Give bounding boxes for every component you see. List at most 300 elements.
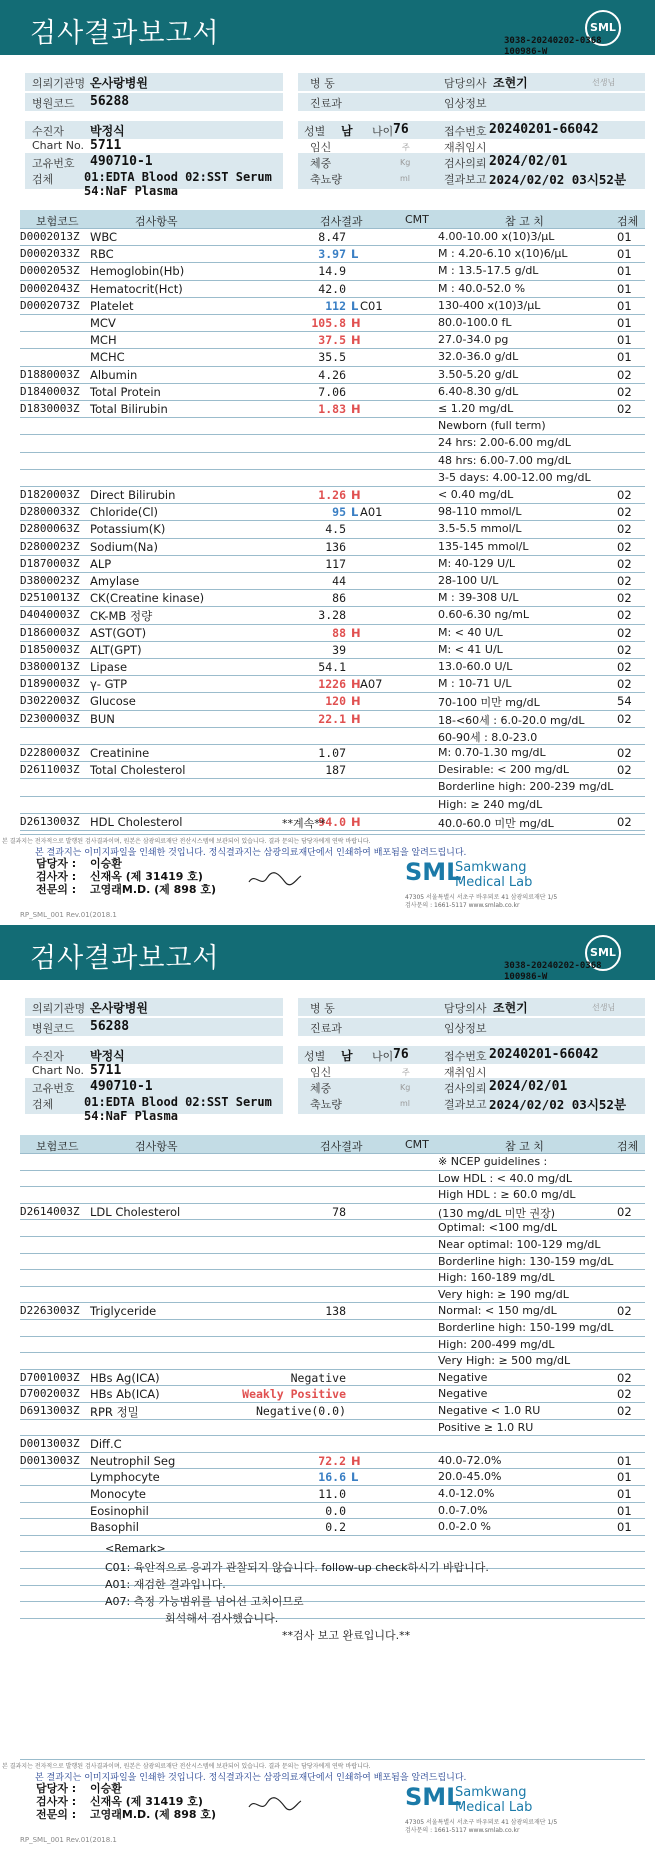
result-value-cell: 3.28 [318, 608, 346, 623]
table-row [20, 1205, 645, 1222]
insurance-code-cell: D0002053Z [20, 264, 80, 278]
result-value-cell: 44 [332, 574, 346, 588]
result-value-cell: 16.6 [318, 1470, 346, 1485]
specimen-cell: 02 [617, 660, 632, 674]
clinical-info-label: 임상정보 [444, 1022, 487, 1035]
test-item-cell: Glucose [90, 694, 136, 709]
result-flag-cell: H [351, 402, 361, 416]
footer-notice: 본 결과지는 이미지파일을 인쇄한 것입니다. 정식결과지는 삼광의료재단에서 인쇄하여 배포됨을 알려드립니다. [35, 1773, 467, 1783]
reference-range-cell: M : 13.5-17.5 g/dL [438, 264, 539, 278]
table-row [20, 1387, 645, 1404]
footer-notice: 본 결과지는 이미지파일을 인쇄한 것입니다. 정식결과지는 삼광의료재단에서 인쇄하여 배포됨을 알려드립니다. [35, 848, 467, 858]
age-label: 나이 [372, 1050, 394, 1063]
result-flag-cell: H [351, 1453, 361, 1468]
report-complete-text: **검사 보고 완료입니다.** [282, 1629, 411, 1642]
insurance-code-cell: D0013003Z [20, 1453, 80, 1467]
reference-range-cell: Normal: < 150 mg/dL [438, 1304, 557, 1318]
specimen-cell: 01 [617, 264, 632, 279]
patient-value: 박정식 [90, 124, 125, 138]
lab-address: 47305 서울특별시 서초구 바우뫼로 41 삼광의료재단 1/5 [405, 1819, 558, 1826]
result-value-cell: 37.5 [318, 333, 346, 348]
specimen-cell: 01 [617, 316, 632, 330]
institution-label: 의뢰기관명 [32, 1002, 86, 1015]
table-row [20, 608, 645, 625]
examiner-value: 신재옥 (제 31419 호) [90, 870, 203, 883]
weight-unit: Kg [400, 158, 411, 167]
examiner-label: 검사자 : [36, 870, 77, 883]
test-item-cell: Chloride(Cl) [90, 505, 159, 520]
specimen-cell: 02 [617, 1370, 632, 1385]
insurance-code-cell: D1840003Z [20, 384, 80, 398]
insurance-code-cell: D7001003Z [20, 1370, 80, 1384]
test-item-cell: RBC [90, 247, 114, 262]
reference-range-cell: M : 4.20-6.10 x(10)6/μL [438, 247, 568, 261]
lab-logo-icon: SML [405, 858, 462, 886]
hospital-code-value: 56288 [90, 94, 130, 109]
table-row [20, 626, 645, 643]
test-item-cell: Albumin [90, 367, 138, 382]
reference-range-cell: M: < 40 U/L [438, 625, 503, 639]
table-row [20, 746, 645, 763]
table-row [20, 1470, 645, 1487]
reference-range-cell: High: ≥ 240 mg/dL [438, 797, 543, 811]
specimen-cell: 02 [617, 556, 632, 571]
result-value-cell: 0.0 [325, 1503, 346, 1518]
table-row [20, 368, 645, 385]
reference-range-cell: Near optimal: 100-129 mg/dL [438, 1238, 601, 1251]
insurance-code-cell: D1820003Z [20, 488, 80, 501]
result-value-cell: Negative [290, 1370, 346, 1385]
test-item-cell: Lymphocyte [90, 1470, 160, 1485]
specimen-cell: 02 [617, 591, 632, 606]
row-divider [20, 228, 645, 229]
reference-range-cell: High: 200-499 mg/dL [438, 1337, 555, 1351]
result-flag-cell: H [351, 814, 361, 829]
specialist-label: 전문의 : [36, 883, 77, 896]
test-item-cell: Triglyceride [90, 1304, 157, 1319]
document-number: 3038-20240202-0368 100986-W [504, 36, 602, 57]
reference-range-cell: 48 hrs: 6.00-7.00 mg/dL [438, 453, 571, 467]
row-divider [20, 1618, 645, 1619]
table-row [20, 1172, 645, 1189]
specimen-cell: 02 [617, 522, 632, 537]
specimen-cell: 02 [617, 574, 632, 588]
table-row [20, 1354, 645, 1371]
table-row [20, 780, 645, 797]
footer-fine-print: 본 결과지는 전자적으로 발행된 검사결과이며, 원본은 삼광의료재단 전산시스템에 보관되어 있습니다. 결과 문의는 담당자에게 연락 바랍니다. [2, 838, 371, 845]
test-item-cell: RPR 정밀 [90, 1405, 139, 1419]
table-row [20, 1155, 645, 1172]
test-item-cell: Monocyte [90, 1487, 146, 1501]
specimen-cell: 01 [617, 1487, 632, 1501]
id-no-label: 고유번호 [32, 157, 75, 170]
specimen-value-1: 01:EDTA Blood 02:SST Serum [84, 170, 272, 184]
sex-value: 남 [341, 1049, 353, 1063]
table-row [20, 299, 645, 316]
specimen-cell: 01 [617, 281, 632, 296]
table-row [20, 402, 645, 419]
test-item-cell: CK(Creatine kinase) [90, 591, 205, 606]
urine-unit: ml [400, 1099, 411, 1108]
test-item-cell: LDL Cholesterol [90, 1204, 181, 1219]
specimen-label: 검체 [32, 1098, 54, 1111]
lab-phone: 검사문의 : 1661-5117 www.smlab.co.kr [405, 1827, 520, 1834]
result-flag-cell: H [351, 316, 361, 330]
remark-a07: A07: 측정 가능범위를 넘어선 고치이므로 [105, 1595, 304, 1608]
reference-range-cell: (130 mg/dL 미만 권장) [438, 1206, 556, 1220]
result-value-cell: 120 [325, 694, 346, 709]
id-no-value: 490710-1 [90, 1079, 153, 1094]
insurance-code-cell: D2280003Z [20, 746, 80, 759]
report-title: 검사결과보고서 [30, 943, 220, 974]
table-row [20, 1404, 645, 1421]
table-row [20, 1321, 645, 1338]
remark-title: <Remark> [105, 1542, 166, 1555]
clinical-info-label: 임상정보 [444, 97, 487, 110]
test-item-cell: Total Cholesterol [90, 763, 186, 778]
result-value-cell: 78 [332, 1204, 346, 1219]
sml-logo-icon: SML [585, 10, 621, 46]
result-value-cell: 94.0 [318, 814, 346, 829]
table-row [20, 488, 645, 505]
specimen-cell: 02 [617, 677, 632, 692]
specimen-cell: 02 [617, 402, 632, 416]
table-row [20, 694, 645, 711]
recheck-label: 재취임시 [444, 1066, 487, 1079]
specialist-label: 전문의 : [36, 1808, 77, 1821]
table-row [20, 643, 645, 660]
dept-label: 진료과 [310, 1022, 342, 1035]
weight-label: 체중 [310, 157, 332, 170]
comment-code-cell: C01 [360, 298, 383, 313]
remark-a01: A01: 재검한 결과입니다. [105, 1578, 226, 1591]
handler-label: 담당자 : [36, 857, 77, 870]
test-item-cell: MCHC [90, 350, 125, 365]
test-item-cell: Eosinophil [90, 1503, 149, 1518]
test-item-cell: WBC [90, 230, 118, 244]
table-row [20, 230, 645, 247]
insurance-code-cell: D3800013Z [20, 660, 80, 673]
insurance-code-cell: D2800023Z [20, 539, 80, 553]
form-code: RP_SML_001 Rev.01(2018.1 [20, 1836, 117, 1844]
table-row [20, 1221, 645, 1238]
specimen-cell: 02 [617, 711, 632, 726]
reference-range-cell: 40.0-60.0 미만 mg/dL [438, 816, 554, 830]
table-row [20, 557, 645, 574]
document-number: 3038-20240202-0368 100986-W [504, 961, 602, 982]
handler-value: 이승환 [90, 857, 122, 870]
doctor-label: 담당의사 [444, 1002, 487, 1015]
insurance-code-cell: D2611003Z [20, 763, 80, 777]
table-row [20, 1421, 645, 1438]
reference-range-cell: Negative < 1.0 RU [438, 1404, 541, 1417]
reference-range-cell: ※ NCEP guidelines : [438, 1155, 548, 1168]
reference-range-cell: 3-5 days: 4.00-12.00 mg/dL [438, 470, 591, 484]
row-divider [20, 1153, 645, 1154]
specimen-label: 검체 [32, 173, 54, 186]
specimen-cell: 01 [617, 333, 632, 348]
specimen-cell: 02 [617, 625, 632, 640]
insurance-code-cell: D7002003Z [20, 1387, 80, 1401]
doctor-suffix: 선생님 [592, 78, 616, 87]
report-page-2 [0, 925, 655, 1850]
reference-range-cell: 6.40-8.30 g/dL [438, 384, 519, 398]
result-value-cell: 42.0 [318, 281, 346, 296]
result-value-cell: 187 [325, 763, 346, 778]
result-value-cell: 117 [325, 556, 346, 571]
insurance-code-cell: D0002013Z [20, 230, 80, 243]
specimen-cell: 02 [617, 367, 632, 382]
chart-label: Chart No. [32, 139, 84, 152]
table-row [20, 540, 645, 557]
reference-range-cell: 130-400 x(10)3/μL [438, 298, 541, 312]
table-row [20, 1338, 645, 1355]
result-value-cell: 105.8 [311, 316, 346, 330]
age-value: 76 [393, 1047, 409, 1062]
doctor-suffix: 선생님 [592, 1003, 616, 1012]
specimen-cell: 01 [617, 350, 632, 365]
result-value-cell: 1.07 [318, 746, 346, 760]
specimen-cell: 01 [617, 1520, 632, 1535]
signature-icon [245, 868, 305, 890]
reference-range-cell: Optimal: <100 mg/dL [438, 1221, 557, 1235]
comment-code-cell: A01 [360, 505, 383, 520]
dept-label: 진료과 [310, 97, 342, 110]
table-row [20, 660, 645, 677]
reference-range-cell: Low HDL : < 40.0 mg/dL [438, 1171, 572, 1185]
result-value-cell: 4.5 [325, 522, 346, 537]
reference-range-cell: 4.00-10.00 x(10)3/μL [438, 230, 555, 243]
reference-range-cell: M: 0.70-1.30 mg/dL [438, 746, 546, 759]
examiner-value: 신재옥 (제 31419 호) [90, 1795, 203, 1808]
specimen-cell: 02 [617, 1404, 632, 1418]
urine-label: 축뇨량 [310, 1098, 342, 1111]
test-item-cell: HDL Cholesterol [90, 814, 183, 829]
hospital-code-label: 병원코드 [32, 97, 75, 110]
table-row [20, 1238, 645, 1255]
table-row [20, 1487, 645, 1504]
reference-range-cell: 98-110 mmol/L [438, 505, 522, 519]
result-flag-cell: L [351, 505, 359, 520]
sex-value: 남 [341, 124, 353, 138]
reference-range-cell: M : 40.0-52.0 % [438, 281, 526, 295]
specialist-value: 고영래M.D. (제 898 호) [90, 883, 217, 896]
table-row [20, 316, 645, 333]
footer-divider [20, 834, 645, 835]
receipt-value: 20240201-66042 [489, 1047, 599, 1062]
report-date-value: 2024/02/02 03시52분 [489, 1097, 627, 1112]
doctor-value: 조현기 [493, 1001, 528, 1015]
test-item-cell: Amylase [90, 574, 140, 588]
chart-label: Chart No. [32, 1064, 84, 1077]
insurance-code-cell: D2263003Z [20, 1304, 80, 1318]
result-value-cell: 11.0 [318, 1487, 346, 1501]
specimen-cell: 02 [617, 642, 632, 657]
insurance-code-cell: D2300003Z [20, 711, 80, 725]
reference-range-cell: 18-<60세 : 6.0-20.0 mg/dL [438, 713, 585, 727]
reference-range-cell: 3.50-5.20 g/dL [438, 367, 519, 381]
comment-code-cell: A07 [360, 677, 383, 692]
pregnancy-label: 임신 [310, 141, 332, 154]
insurance-code-cell: D4040003Z [20, 608, 80, 622]
reference-range-cell: 135-145 mmol/L [438, 539, 529, 553]
urine-label: 축뇨량 [310, 173, 342, 186]
insurance-code-cell: D1870003Z [20, 556, 80, 570]
table-row [20, 591, 645, 608]
result-value-cell: 0.2 [325, 1520, 346, 1535]
table-row [20, 1288, 645, 1305]
reference-range-cell: 24 hrs: 2.00-6.00 mg/dL [438, 436, 571, 450]
result-value-cell: 88 [332, 625, 346, 640]
reference-range-cell: ≤ 1.20 mg/dL [438, 402, 514, 415]
table-row [20, 712, 645, 729]
specimen-cell: 02 [617, 814, 632, 829]
result-value-cell: 4.26 [318, 367, 346, 382]
reference-range-cell: High HDL : ≥ 60.0 mg/dL [438, 1188, 576, 1202]
test-item-cell: γ- GTP [90, 677, 128, 692]
test-item-cell: Hemoglobin(Hb) [90, 264, 185, 279]
lab-phone: 검사문의 : 1661-5117 www.smlab.co.kr [405, 902, 520, 909]
pregnancy-unit: 주 [402, 1068, 410, 1077]
result-value-cell: 1.83 [318, 402, 346, 416]
test-item-cell: MCV [90, 316, 116, 330]
sml-logo-icon: SML [585, 935, 621, 971]
test-item-cell: ALT(GPT) [90, 642, 142, 657]
result-value-cell: 8.47 [318, 230, 346, 244]
results-table-header: 보험코드 검사항목 검사결과 CMT 참 고 치 검체 [20, 1135, 645, 1154]
table-row [20, 454, 645, 471]
result-value-cell: 136 [325, 539, 346, 554]
recheck-label: 재취임시 [444, 141, 487, 154]
insurance-code-cell: D2613003Z [20, 814, 80, 828]
doctor-label: 담당의사 [444, 77, 487, 90]
table-row [20, 677, 645, 694]
test-item-cell: Potassium(K) [90, 522, 166, 537]
table-row [20, 385, 645, 402]
reference-range-cell: 70-100 미만 mg/dL [438, 696, 540, 710]
result-value-cell: 1.26 [318, 488, 346, 502]
remark-a07-cont: 회석해서 검사했습니다. [165, 1612, 279, 1625]
institution-value: 온사랑병원 [90, 76, 148, 90]
table-row [20, 798, 645, 815]
table-row [20, 1304, 645, 1321]
footer-fine-print: 본 결과지는 전자적으로 발행된 검사결과이며, 원본은 삼광의료재단 전산시스템에 보관되어 있습니다. 결과 문의는 담당자에게 연락 바랍니다. [2, 1763, 371, 1770]
table-row [20, 350, 645, 367]
reference-range-cell: 28-100 U/L [438, 574, 499, 587]
receipt-value: 20240201-66042 [489, 122, 599, 137]
signature-icon [245, 1793, 305, 1815]
patient-value: 박정식 [90, 1049, 125, 1063]
table-row [20, 247, 645, 264]
result-value-cell: 112 [325, 298, 346, 313]
specimen-value-1: 01:EDTA Blood 02:SST Serum [84, 1095, 272, 1109]
reference-range-cell: 20.0-45.0% [438, 1470, 502, 1484]
table-row [20, 1371, 645, 1388]
remark-c01: C01: 육안적으로 응괴가 관찰되지 않습니다. follow-up check하시기 바랍니다. [105, 1561, 489, 1574]
insurance-code-cell: D0002043Z [20, 281, 80, 295]
table-row [20, 574, 645, 591]
reference-range-cell: 27.0-34.0 pg [438, 333, 509, 347]
insurance-code-cell: D1880003Z [20, 367, 80, 381]
ward-label: 병 동 [310, 77, 335, 90]
specimen-value-2: 54:NaF Plasma [84, 184, 178, 198]
receipt-label: 접수번호 [444, 125, 487, 138]
form-code: RP_SML_001 Rev.01(2018.1 [20, 911, 117, 919]
report-title: 검사결과보고서 [30, 18, 220, 49]
request-date-label: 검사의뢰 [444, 1082, 487, 1095]
result-value-cell: Weakly Positive [242, 1387, 346, 1402]
reference-range-cell: Newborn (full term) [438, 419, 546, 433]
id-no-value: 490710-1 [90, 154, 153, 169]
request-date-value: 2024/02/01 [489, 154, 568, 169]
test-item-cell: Hematocrit(Hct) [90, 281, 183, 296]
id-no-label: 고유번호 [32, 1082, 75, 1095]
specialist-value: 고영래M.D. (제 898 호) [90, 1808, 217, 1821]
result-value-cell: Negative(0.0) [255, 1404, 346, 1418]
specimen-cell: 01 [617, 1470, 632, 1485]
specimen-cell: 01 [617, 230, 632, 244]
reference-range-cell: Borderline high: 130-159 mg/dL [438, 1254, 614, 1268]
specimen-value-2: 54:NaF Plasma [84, 1109, 178, 1123]
test-item-cell: BUN [90, 711, 115, 726]
reference-range-cell: 60-90세 : 8.0-23.0 [438, 730, 538, 744]
table-row [20, 763, 645, 780]
reference-range-cell: 13.0-60.0 U/L [438, 660, 513, 673]
handler-label: 담당자 : [36, 1782, 77, 1795]
specimen-cell: 01 [617, 1503, 632, 1518]
insurance-code-cell: D2614003Z [20, 1204, 80, 1218]
chart-value: 5711 [90, 1063, 122, 1078]
results-table-header: 보험코드 검사항목 검사결과 CMT 참 고 치 검체 [20, 210, 645, 229]
result-value-cell: 95 [332, 505, 346, 520]
continued-text: **계속** [282, 817, 326, 830]
result-value-cell: 35.5 [318, 350, 346, 365]
test-item-cell: Total Protein [90, 384, 161, 399]
examiner-label: 검사자 : [36, 1795, 77, 1808]
lab-name: Samkwang Medical Lab [455, 860, 533, 890]
result-value-cell: 54.1 [318, 660, 346, 674]
result-flag-cell: L [351, 247, 359, 262]
ward-label: 병 동 [310, 1002, 335, 1015]
report-date-value: 2024/02/02 03시52분 [489, 172, 627, 187]
table-row [20, 264, 645, 281]
table-row [20, 505, 645, 522]
report-date-label: 결과보고 [444, 1098, 487, 1111]
table-row [20, 1188, 645, 1205]
reference-range-cell: 3.5-5.5 mmol/L [438, 522, 522, 536]
specimen-cell: 54 [617, 694, 632, 709]
test-item-cell: Creatinine [90, 746, 150, 760]
request-date-label: 검사의뢰 [444, 157, 487, 170]
reference-range-cell: Very high: ≥ 190 mg/dL [438, 1287, 569, 1301]
lab-address: 47305 서울특별시 서초구 바우뫼로 41 삼광의료재단 1/5 [405, 894, 558, 901]
age-value: 76 [393, 122, 409, 137]
table-row [20, 436, 645, 453]
reference-range-cell: 4.0-12.0% [438, 1487, 495, 1500]
specimen-cell: 02 [617, 505, 632, 520]
table-row [20, 471, 645, 488]
table-row [20, 815, 645, 832]
reference-range-cell: 32.0-36.0 g/dL [438, 350, 519, 364]
receipt-label: 접수번호 [444, 1050, 487, 1063]
hospital-code-value: 56288 [90, 1019, 130, 1034]
result-value-cell: 14.9 [318, 264, 346, 279]
sex-label: 성별 [304, 1050, 326, 1063]
table-row [20, 522, 645, 539]
test-item-cell: Neutrophil Seg [90, 1453, 176, 1468]
test-item-cell: HBs Ag(ICA) [90, 1370, 160, 1385]
result-flag-cell: H [351, 625, 361, 640]
